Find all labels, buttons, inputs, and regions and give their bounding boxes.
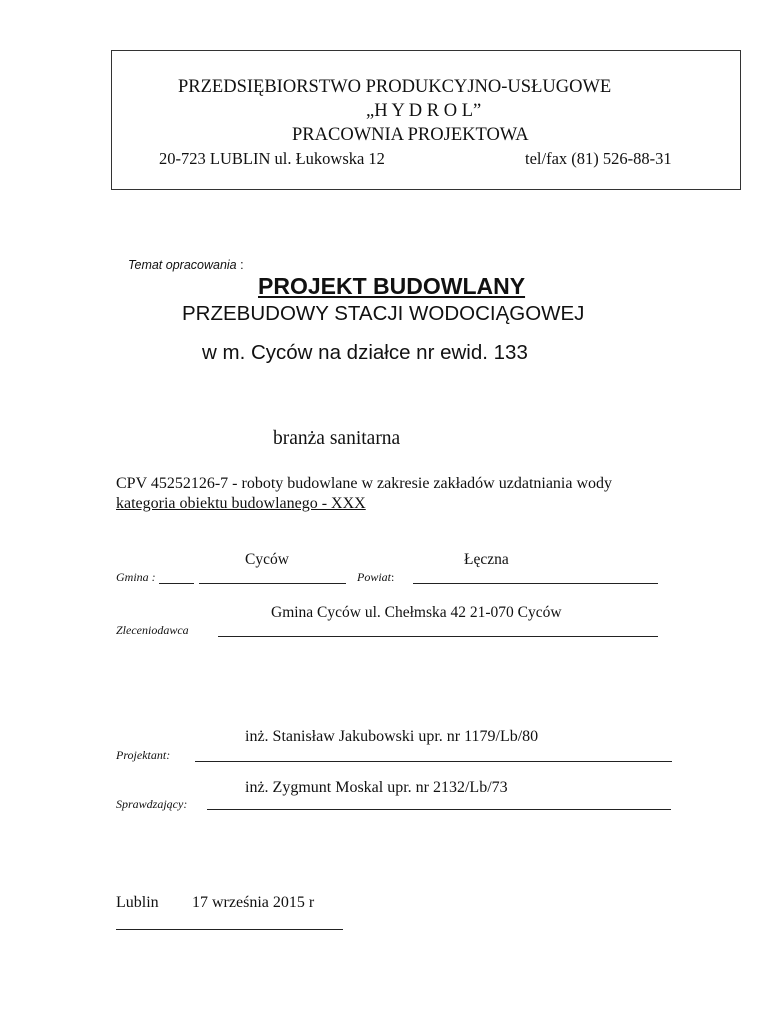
company-name: PRZEDSIĘBIORSTWO PRODUKCYJNO-USŁUGOWE [178,77,612,97]
powiat-line [413,583,658,584]
designer-line [195,761,672,762]
company-address: 20-723 LUBLIN ul. Łukowska 12 [159,149,385,168]
powiat-value: Łęczna [464,551,509,568]
building-category: kategoria obiektu budowlanego - XXX [116,495,366,512]
checker-label: Sprawdzający: [116,797,188,811]
client-value: Gmina Cyców ul. Chełmska 42 21-070 Cyców [271,604,562,621]
client-line [218,636,658,637]
gmina-line-short [159,583,194,584]
branch: branża sanitarna [273,428,401,449]
footer-date: 17 września 2015 r [192,894,315,911]
gmina-value: Cyców [245,551,289,568]
gmina-label: Gmina : [116,570,156,584]
checker-line [207,809,671,810]
designer-label: Projektant: [116,748,171,762]
subject-colon: : [240,258,244,272]
subject-label: Temat opracowania [128,258,237,272]
document-title: PROJEKT BUDOWLANY [258,273,526,299]
company-phone: tel/fax (81) 526-88-31 [525,149,672,168]
client-label: Zleceniodawca [116,623,189,637]
company-brand: „H Y D R O L” [366,101,482,121]
checker-value: inż. Zygmunt Moskal upr. nr 2132/Lb/73 [245,779,508,796]
powiat-label-wrap [357,570,394,585]
designer-value: inż. Stanisław Jakubowski upr. nr 1179/Lb/80 [245,728,539,745]
subject-line-2: w m. Cyców na działce nr ewid. 133 [202,341,528,364]
studio-name: PRACOWNIA PROJEKTOWA [292,125,529,145]
subject-line-1: PRZEBUDOWY STACJI WODOCIĄGOWEJ [182,302,585,325]
footer-city: Lublin [116,894,159,911]
powiat-colon: : [391,570,395,584]
gmina-line [199,583,346,584]
cpv-code: CPV 45252126-7 - roboty budowlane w zakresie zakładów uzdatniania wody [116,475,613,492]
footer-line [116,929,343,930]
powiat-label: Powiat [357,570,392,584]
subject-label-wrap [128,258,244,272]
